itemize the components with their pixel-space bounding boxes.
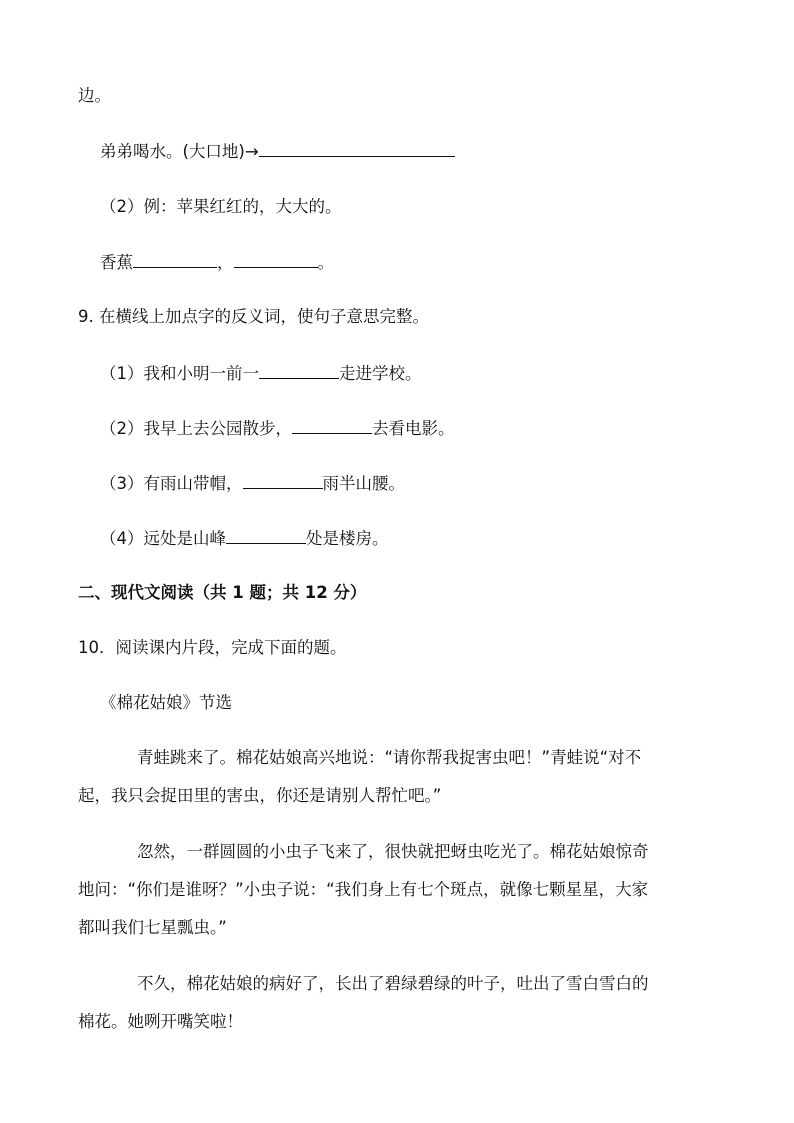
q10-title: 10．阅读课内片段，完成下面的题。 — [78, 638, 347, 657]
passage-line: 青蛙跳来了。棉花姑娘高兴地说：“请你帮我捉害虫吧！”青蛙说“对不 — [137, 748, 642, 767]
answer-blank[interactable] — [234, 251, 318, 268]
q8-part2-task: 香蕉 ， 。 — [100, 253, 334, 272]
passage-line: 都叫我们七星瓢虫。” — [78, 918, 227, 937]
answer-blank[interactable] — [226, 527, 306, 544]
passage-line: 地问：“你们是谁呀？”小虫子说：“我们身上有七个斑点，就像七颗星星，大家 — [78, 880, 649, 899]
q9-item-3: （3）有雨山带帽， 雨半山腰。 — [100, 474, 405, 493]
passage-line: 棉花。她咧开嘴笑啦！ — [78, 1012, 243, 1031]
continued-line: 边。 — [78, 86, 111, 105]
excerpt-title: 《棉花姑娘》节选 — [100, 693, 232, 712]
answer-blank[interactable] — [259, 140, 455, 157]
answer-blank[interactable] — [243, 472, 323, 489]
q9-item-1: （1）我和小明一前一 走进学校。 — [100, 364, 422, 383]
answer-blank[interactable] — [292, 417, 372, 434]
q9-title: 9. 在横线上加点字的反义词，使句子意思完整。 — [78, 307, 429, 326]
section-heading: 二、现代文阅读（共 1 题；共 12 分） — [78, 583, 367, 602]
answer-blank[interactable] — [259, 362, 339, 379]
q9-item-2: （2）我早上去公园散步， 去看电影。 — [100, 419, 455, 438]
answer-blank[interactable] — [133, 251, 217, 268]
q8-sentence: 弟弟喝水。(大口地)→ — [100, 140, 455, 163]
passage-line: 忽然，一群圆圆的小虫子飞来了，很快就把蚜虫吃光了。棉花姑娘惊奇 — [137, 842, 649, 861]
passage-line: 起，我只会捉田里的害虫，你还是请别人帮忙吧。” — [78, 786, 442, 805]
q8-part2-example: （2）例：苹果红红的，大大的。 — [100, 197, 342, 216]
q9-item-4: （4）远处是山峰 处是楼房。 — [100, 529, 389, 548]
passage-line: 不久，棉花姑娘的病好了，长出了碧绿碧绿的叶子，吐出了雪白雪白的 — [137, 974, 649, 993]
